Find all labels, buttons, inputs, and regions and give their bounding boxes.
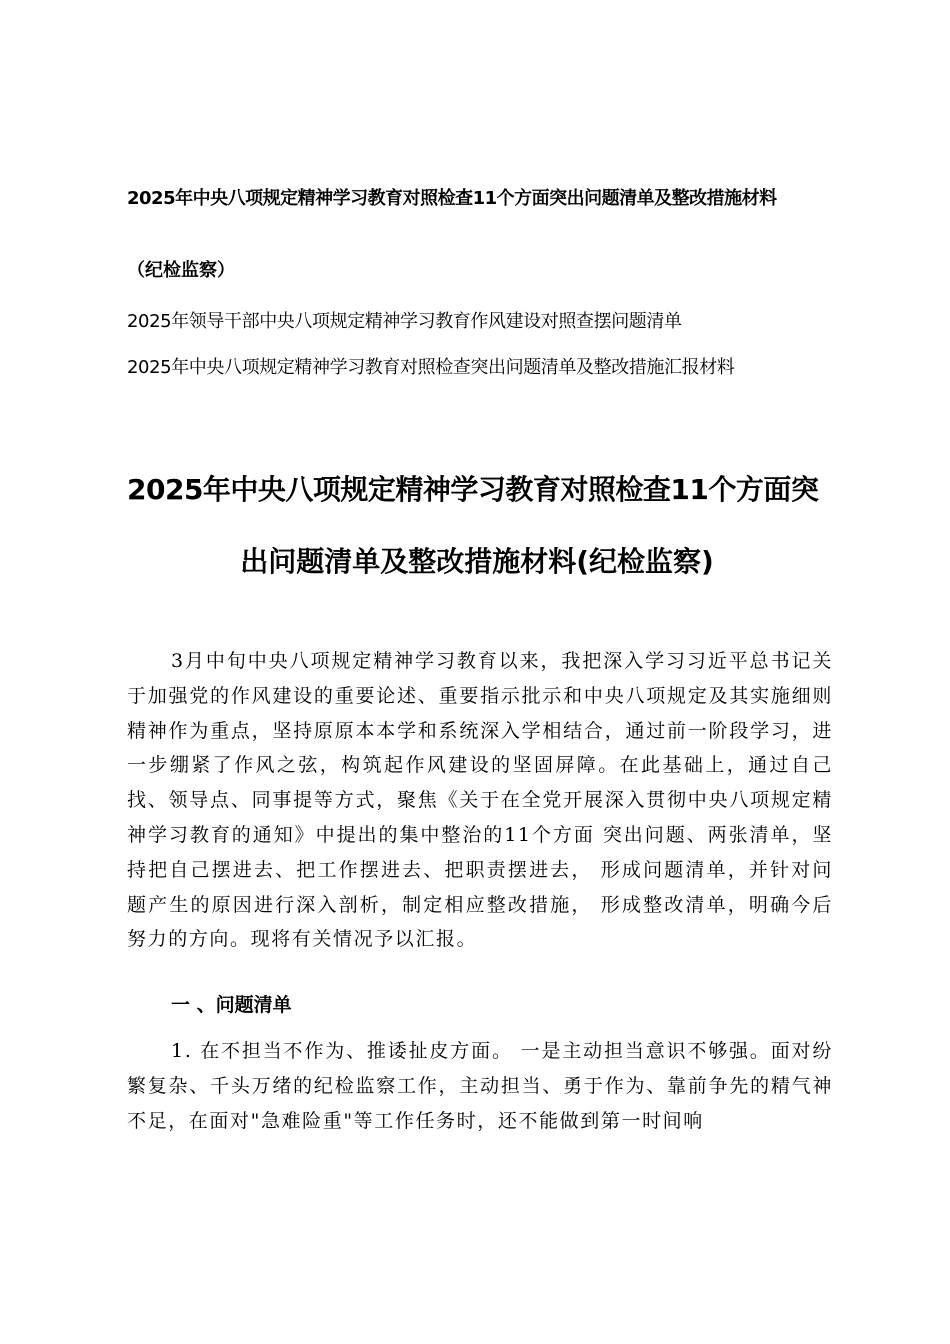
toc-title: 2025年中央八项规定精神学习教育对照检查11个方面突出问题清单及整改措施材料 xyxy=(127,188,777,209)
document-title-line-1: 2025年中央八项规定精神学习教育对照检查11个方面突 xyxy=(127,473,819,506)
toc-link-problem-list[interactable]: 2025年领导干部中央八项规定精神学习教育作风建设对照查摆问题清单 xyxy=(127,311,682,332)
toc-link-report-material[interactable]: 2025年中央八项规定精神学习教育对照检查突出问题清单及整改措施汇报材料 xyxy=(127,357,735,378)
intro-paragraph: 3月中旬中央八项规定精神学习教育以来，我把深入学习习近平总书记关于加强党的作风建设的重要论述、重要指示批示和中央八项规定及其实施细则精神作为重点，坚持原原本本学和系统深入学相结合，通过前一阶段学习，进一步绷紧了作风之弦，构筑起作风建设的坚固屏障。在此基础上，通过自己找、领导点、同事提等方式，聚焦《关于在全党开展深入贯彻中央八项规定精神学习教育的通知》中提出的集中整治的11个方面 突出问题、两张清单，坚持把自己摆进去、把工作摆进去、把职责摆进去， 形成问题清单，并针对问题产生的原因进行深入剖析，制定相应整改措施， 形成整改清单，明确今后努力的方向。现将有关情况予以汇报。 xyxy=(127,650,833,951)
problem-item-1-paragraph: 1. 在不担当不作为、推诿扯皮方面。 一是主动担当意识不够强。面对纷繁复杂、千头万绪的纪检监察工作，主动担当、勇于作为、靠前争先的精气神不足，在面对"急难险重"等工作任务时，还不能做到第一时间响 xyxy=(127,1040,833,1132)
document-title-line-2: 出问题清单及整改措施材料(纪检监察) xyxy=(240,545,714,578)
section-heading-problem-list: 一 、问题清单 xyxy=(171,994,292,1016)
toc-subtitle: （纪检监察） xyxy=(127,260,235,281)
